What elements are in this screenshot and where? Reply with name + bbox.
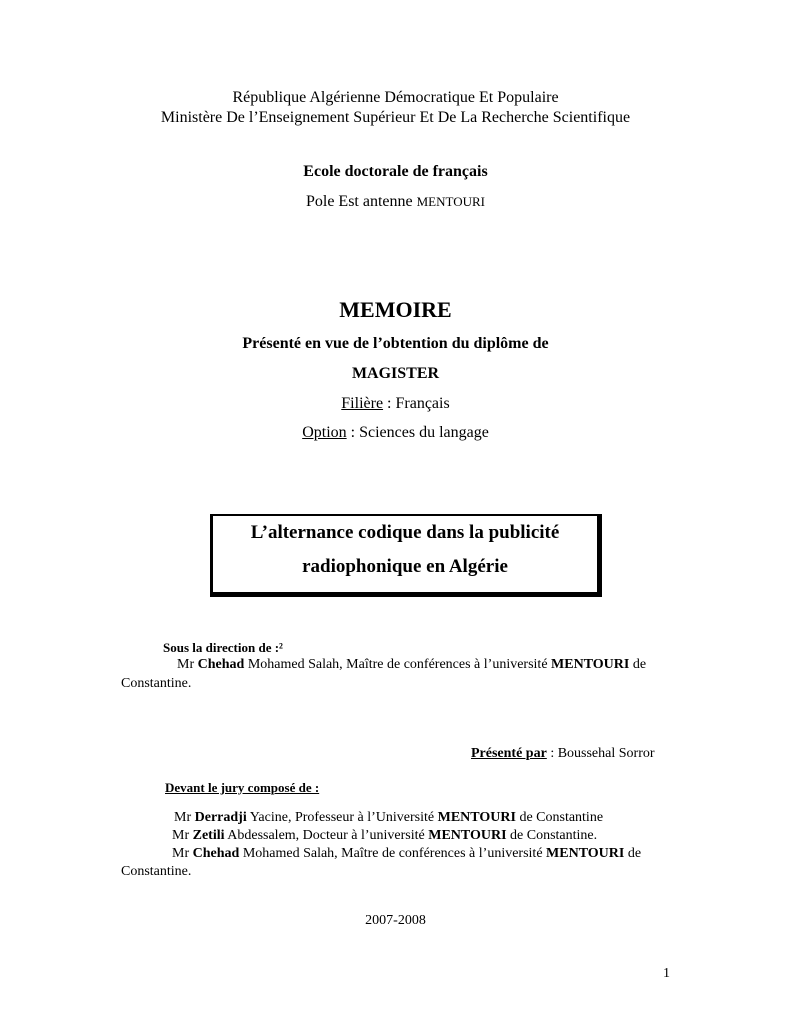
option-label: Option xyxy=(302,424,347,441)
direction-city: Constantine. xyxy=(121,676,192,691)
pole-prefix: Pole Est antenne xyxy=(305,193,417,210)
thesis-title-line1: L’alternance codique dans la publicité xyxy=(250,522,560,543)
diploma-line: MAGISTER xyxy=(351,365,440,382)
option-line xyxy=(0,424,791,442)
presented-by-label: Présenté par xyxy=(471,746,547,761)
republic-line: République Algérienne Démocratique Et Populaire xyxy=(232,89,559,106)
presented-for-line: Présenté en vue de l’obtention du diplôme de xyxy=(242,335,549,352)
page-number: 1 xyxy=(663,966,670,981)
pole-name: MENTOURI xyxy=(416,194,485,209)
jury-member-3: Mr Chehad Mohamed Salah, Maître de conférences à l’université MENTOURI de xyxy=(172,846,642,861)
academic-years: 2007-2008 xyxy=(365,913,426,928)
ministry-line: Ministère De l’Enseignement Supérieur Et De La Recherche Scientifique xyxy=(160,109,631,126)
pole-line xyxy=(0,193,791,211)
jury-member-2: Mr Zetili Abdessalem, Docteur à l’université MENTOURI de Constantine. xyxy=(172,828,598,843)
school-line: Ecole doctorale de français xyxy=(303,163,488,180)
presented-by-value: : Boussehal Sorror xyxy=(546,746,655,761)
filiere-label: Filière xyxy=(341,395,384,412)
presented-by-line xyxy=(471,746,655,762)
supervisor-name: Chehad xyxy=(197,657,245,672)
jury-label: Devant le jury composé de : xyxy=(165,780,320,795)
filiere-line xyxy=(0,395,791,413)
jury-member-1: Mr Derradji Yacine, Professeur à l’Université MENTOURI de Constantine xyxy=(174,810,604,825)
option-value: : Sciences du langage xyxy=(346,424,489,441)
memoire-heading: MEMOIRE xyxy=(339,297,452,322)
filiere-value: : Français xyxy=(383,395,450,412)
thesis-title-line2: radiophonique en Algérie xyxy=(302,556,508,577)
direction-supervisor: Mr Chehad Mohamed Salah, Maître de conférences à l’université MENTOURI de xyxy=(177,657,647,672)
thesis-title-box xyxy=(210,514,602,597)
direction-label: Sous la direction de :² xyxy=(163,640,283,655)
jury-member-3-city: Constantine. xyxy=(121,864,192,879)
